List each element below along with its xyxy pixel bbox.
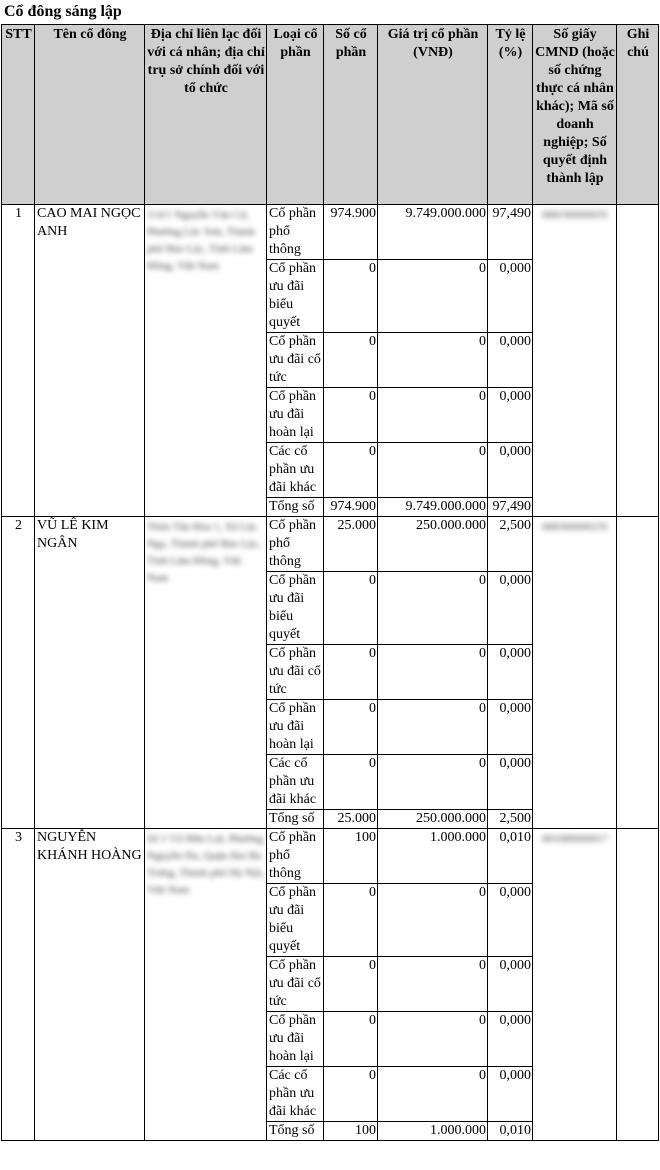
share-count: 0 xyxy=(324,388,378,443)
share-type: Cổ phần ưu đãi biểu quyết xyxy=(267,572,324,645)
share-value: 0 xyxy=(378,700,488,755)
section-title: Cổ đông sáng lập xyxy=(4,3,122,20)
share-ratio: 0,000 xyxy=(488,572,533,645)
share-type: Các cổ phần ưu đãi khác xyxy=(267,1067,324,1122)
share-value: 0 xyxy=(378,572,488,645)
col-header-ratio: Tỷ lệ (%) xyxy=(488,25,533,205)
share-count: 0 xyxy=(324,755,378,810)
share-ratio: 0,000 xyxy=(488,388,533,443)
table-row xyxy=(2,829,659,884)
share-count: 0 xyxy=(324,884,378,957)
share-ratio: 0,000 xyxy=(488,333,533,388)
share-count: 100 xyxy=(324,829,378,884)
share-value: 0 xyxy=(378,884,488,957)
share-count: 0 xyxy=(324,443,378,498)
share-count: 25.000 xyxy=(324,810,378,829)
share-count: 0 xyxy=(324,957,378,1012)
share-type: Cổ phần ưu đãi hoàn lại xyxy=(267,700,324,755)
col-header-shares: Số cổ phần xyxy=(324,25,378,205)
shareholder-id-cell xyxy=(533,517,617,829)
shareholder-address: Thôn Tân Hóa 1, Xã Lộc Nga, Thành phố Bảo Lộc, Tỉnh Lâm Đồng, Việt Nam xyxy=(147,521,262,584)
shareholder-note xyxy=(617,517,659,829)
share-ratio: 0,000 xyxy=(488,443,533,498)
share-value: 250.000.000 xyxy=(378,517,488,572)
share-value: 1.000.000 xyxy=(378,829,488,884)
shareholder-id: 068300000235 xyxy=(542,521,608,533)
share-ratio: 0,000 xyxy=(488,884,533,957)
share-ratio: 0,010 xyxy=(488,829,533,884)
share-count: 974.900 xyxy=(324,205,378,260)
share-type: Cổ phần ưu đãi cổ tức xyxy=(267,645,324,700)
share-count: 0 xyxy=(324,572,378,645)
col-header-id: Số giấy CMND (hoặc số chứng thực cá nhân khác); Mã số doanh nghiệp; Số quyết định thành lập xyxy=(533,25,617,205)
share-type: Tổng số xyxy=(267,498,324,517)
col-header-type: Loại cổ phần xyxy=(267,25,324,205)
share-value: 0 xyxy=(378,957,488,1012)
share-value: 0 xyxy=(378,443,488,498)
shareholder-id: 068190000035 xyxy=(542,209,608,221)
share-ratio: 0,000 xyxy=(488,645,533,700)
share-ratio: 0,000 xyxy=(488,1067,533,1122)
col-header-note: Ghi chú xyxy=(617,25,659,205)
share-type: Cổ phần ưu đãi cổ tức xyxy=(267,957,324,1012)
table-row xyxy=(2,517,659,572)
share-count: 0 xyxy=(324,645,378,700)
share-ratio: 0,000 xyxy=(488,957,533,1012)
shareholder-id-cell xyxy=(533,829,617,1141)
share-ratio: 0,000 xyxy=(488,700,533,755)
col-header-address: Địa chỉ liên lạc đối với cá nhân; địa chỉ trụ sở chính đối với tổ chức xyxy=(145,25,267,205)
col-header-name: Tên cổ đông xyxy=(35,25,145,205)
share-value: 0 xyxy=(378,1012,488,1067)
share-count: 974.900 xyxy=(324,498,378,517)
share-ratio: 2,500 xyxy=(488,517,533,572)
share-count: 0 xyxy=(324,1012,378,1067)
col-header-stt: STT xyxy=(2,25,35,205)
shareholder-address-cell xyxy=(145,205,267,517)
shareholder-stt: 3 xyxy=(2,829,35,1141)
shareholder-note xyxy=(617,205,659,517)
shareholder-address-cell xyxy=(145,829,267,1141)
shareholder-name: CAO MAI NGỌC ANH xyxy=(35,205,145,517)
share-type: Cổ phần ưu đãi cổ tức xyxy=(267,333,324,388)
share-count: 100 xyxy=(324,1122,378,1141)
col-header-value: Giá trị cổ phần (VNĐ) xyxy=(378,25,488,205)
share-type: Cổ phần phổ thông xyxy=(267,205,324,260)
shareholder-id: 001089000017 xyxy=(542,833,608,845)
shareholder-id-cell xyxy=(533,205,617,517)
share-value: 1.000.000 xyxy=(378,1122,488,1141)
share-ratio: 0,000 xyxy=(488,1012,533,1067)
share-count: 0 xyxy=(324,1067,378,1122)
share-type: Các cổ phần ưu đãi khác xyxy=(267,443,324,498)
share-value: 250.000.000 xyxy=(378,810,488,829)
shareholder-name: VŨ LÊ KIM NGÂN xyxy=(35,517,145,829)
share-type: Cổ phần ưu đãi hoàn lại xyxy=(267,388,324,443)
shareholders-table xyxy=(1,24,659,1141)
shareholder-stt: 1 xyxy=(2,205,35,517)
share-type: Tổng số xyxy=(267,810,324,829)
share-ratio: 97,490 xyxy=(488,498,533,517)
share-value: 0 xyxy=(378,755,488,810)
share-ratio: 97,490 xyxy=(488,205,533,260)
shareholder-stt: 2 xyxy=(2,517,35,829)
share-ratio: 0,000 xyxy=(488,755,533,810)
share-value: 9.749.000.000 xyxy=(378,498,488,517)
share-ratio: 2,500 xyxy=(488,810,533,829)
shareholder-note xyxy=(617,829,659,1141)
share-ratio: 0,010 xyxy=(488,1122,533,1141)
share-value: 0 xyxy=(378,260,488,333)
share-type: Cổ phần ưu đãi biểu quyết xyxy=(267,260,324,333)
share-type: Cổ phần ưu đãi biểu quyết xyxy=(267,884,324,957)
table-row xyxy=(2,205,659,260)
header-row xyxy=(2,25,659,205)
share-count: 0 xyxy=(324,700,378,755)
share-value: 0 xyxy=(378,645,488,700)
share-ratio: 0,000 xyxy=(488,260,533,333)
share-value: 9.749.000.000 xyxy=(378,205,488,260)
share-type: Cổ phần ưu đãi hoàn lại xyxy=(267,1012,324,1067)
shareholder-address: Số 1 Võ Hữu Lợi, Phường Nguyễn Du, Quận Hai Bà Trưng, Thành phố Hà Nội, Việt Nam xyxy=(147,833,265,896)
shareholder-name: NGUYỄN KHÁNH HOÀNG xyxy=(35,829,145,1141)
share-value: 0 xyxy=(378,333,488,388)
shareholder-address: 114/1 Nguyễn Văn Cừ, Phường Lộc Sơn, Thành phố Bảo Lộc, Tỉnh Lâm Đồng, Việt Nam xyxy=(147,209,255,272)
share-type: Cổ phần phổ thông xyxy=(267,517,324,572)
share-type: Các cổ phần ưu đãi khác xyxy=(267,755,324,810)
share-type: Cổ phần phổ thông xyxy=(267,829,324,884)
share-count: 0 xyxy=(324,260,378,333)
share-type: Tổng số xyxy=(267,1122,324,1141)
share-value: 0 xyxy=(378,388,488,443)
share-count: 25.000 xyxy=(324,517,378,572)
shareholder-address-cell xyxy=(145,517,267,829)
share-count: 0 xyxy=(324,333,378,388)
share-value: 0 xyxy=(378,1067,488,1122)
